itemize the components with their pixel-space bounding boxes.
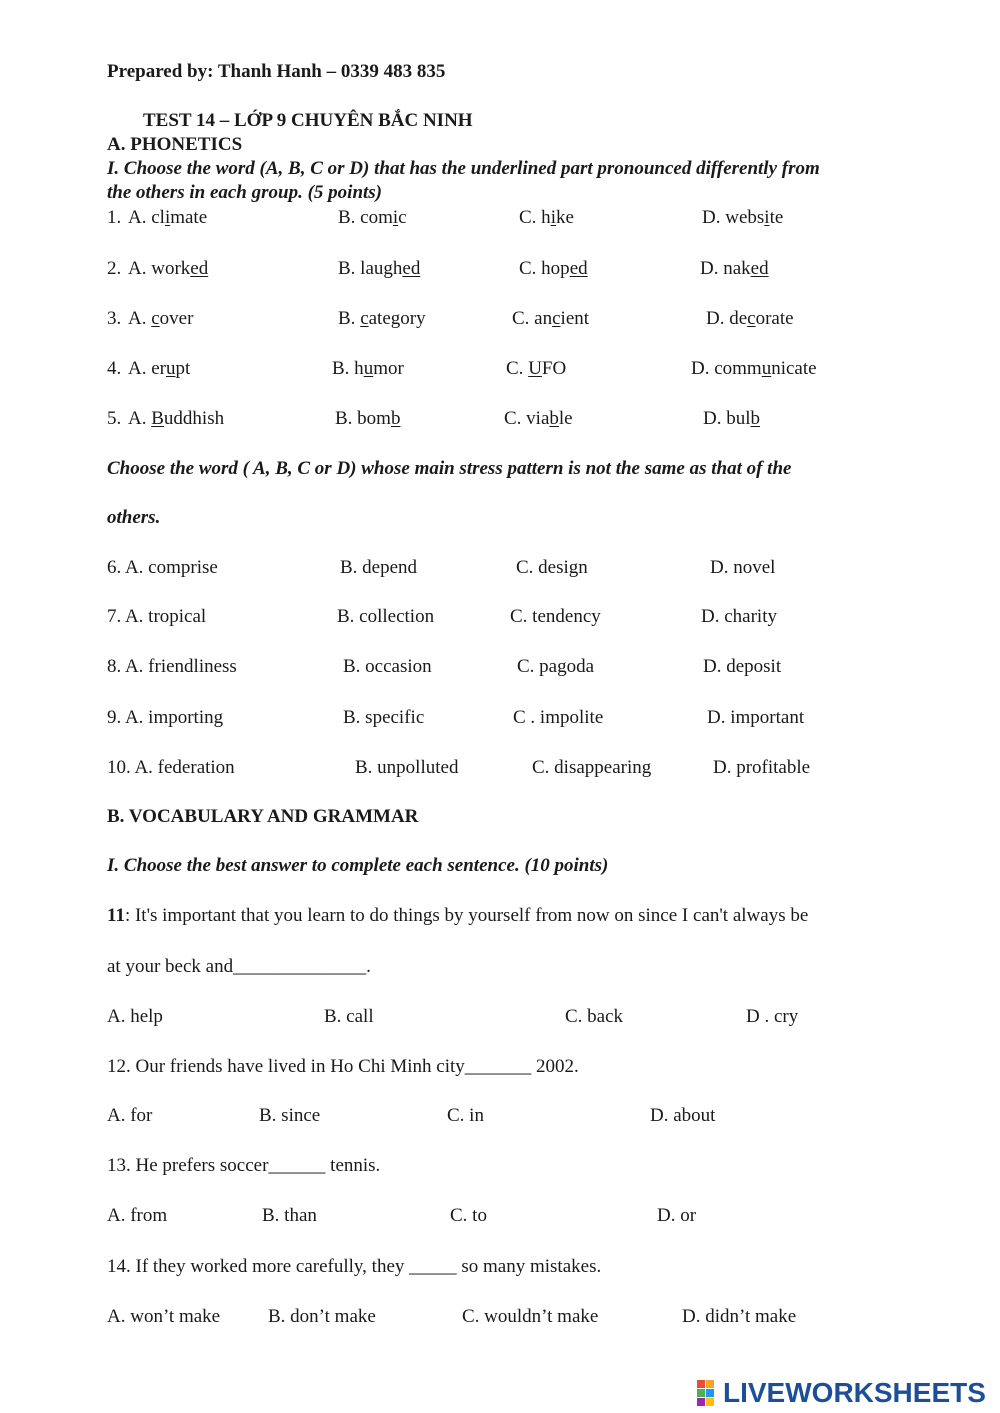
option-c[interactable]: C. to	[450, 1205, 487, 1226]
option-b[interactable]: B. category	[338, 308, 426, 329]
option-a[interactable]: 10. A. federation	[107, 757, 235, 778]
option-c[interactable]: C. pagoda	[517, 656, 595, 677]
option-c[interactable]: C. UFO	[506, 358, 567, 379]
question-number: 2.	[107, 258, 122, 279]
option-d[interactable]: D. decorate	[706, 308, 794, 329]
prepared-by: Prepared by: Thanh Hanh – 0339 483 835	[107, 61, 446, 82]
option-b[interactable]: B. don’t make	[268, 1306, 376, 1327]
option-c[interactable]: C. back	[565, 1006, 624, 1027]
option-d[interactable]: D. or	[657, 1205, 697, 1226]
option-d[interactable]: D. important	[707, 707, 805, 728]
option-b[interactable]: B. laughed	[338, 258, 421, 279]
option-b[interactable]: B. bomb	[335, 408, 401, 429]
question-14-text: 14. If they worked more carefully, they _____ so many mistakes.	[107, 1256, 602, 1277]
option-c[interactable]: C. wouldn’t make	[462, 1306, 599, 1327]
option-a[interactable]: A. cover	[128, 308, 194, 329]
option-b[interactable]: B. since	[259, 1105, 321, 1126]
liveworksheets-logo[interactable]	[697, 1378, 986, 1408]
option-d[interactable]: D. communicate	[691, 358, 817, 379]
option-a[interactable]: A. climate	[128, 207, 208, 228]
test-title: TEST 14 – LỚP 9 CHUYÊN BẮC NINH	[143, 110, 473, 131]
option-d[interactable]: D. charity	[701, 606, 777, 627]
option-c[interactable]: C. in	[447, 1105, 484, 1126]
option-d[interactable]: D. naked	[700, 258, 769, 279]
question-number: 4.	[107, 358, 122, 379]
option-a[interactable]: 7. A. tropical	[107, 606, 207, 627]
option-d[interactable]: D. didn’t make	[682, 1306, 797, 1327]
option-a[interactable]: A. erupt	[128, 358, 191, 379]
option-b[interactable]: B. unpolluted	[355, 757, 459, 778]
option-b[interactable]: B. collection	[337, 606, 435, 627]
option-c[interactable]: C. hike	[519, 207, 574, 228]
option-c[interactable]: C. tendency	[510, 606, 601, 627]
option-c[interactable]: C. viable	[504, 408, 573, 429]
option-a[interactable]: A. help	[107, 1006, 163, 1027]
question-number: 5.	[107, 408, 122, 429]
option-b[interactable]: B. specific	[343, 707, 425, 728]
question-number: 3.	[107, 308, 122, 329]
question-number: 1.	[107, 207, 122, 228]
question-11-text-line2: at your beck and______________.	[107, 956, 371, 977]
stress-instruction-line1: Choose the word ( A, B, C or D) whose main stress pattern is not the same as that of the	[107, 458, 792, 479]
option-a[interactable]: 6. A. comprise	[107, 557, 218, 578]
option-a[interactable]: A. won’t make	[107, 1306, 221, 1327]
section-a-heading: A. PHONETICS	[107, 134, 243, 155]
option-d[interactable]: D. profitable	[713, 757, 811, 778]
option-a[interactable]: A. Buddhish	[128, 408, 225, 429]
instruction-1-line2: the others in each group. (5 points)	[107, 182, 383, 203]
option-c[interactable]: C. disappearing	[532, 757, 652, 778]
instruction-b1: I. Choose the best answer to complete each sentence. (10 points)	[107, 855, 609, 876]
option-b[interactable]: B. than	[262, 1205, 317, 1226]
option-c[interactable]: C. ancient	[512, 308, 590, 329]
option-d[interactable]: D . cry	[746, 1006, 799, 1027]
option-c[interactable]: C. design	[516, 557, 588, 578]
stress-instruction-line2: others.	[107, 507, 161, 528]
option-c[interactable]: C . impolite	[513, 707, 604, 728]
logo-text: LIVEWORKSHEETS	[723, 1377, 986, 1408]
option-a[interactable]: A. worked	[128, 258, 209, 279]
option-d[interactable]: D. website	[702, 207, 784, 228]
question-12-text: 12. Our friends have lived in Ho Chi Minh city_______ 2002.	[107, 1056, 579, 1077]
question-13-text: 13. He prefers soccer______ tennis.	[107, 1155, 381, 1176]
option-c[interactable]: C. hoped	[519, 258, 588, 279]
option-a[interactable]: A. for	[107, 1105, 153, 1126]
option-d[interactable]: D. bulb	[703, 408, 760, 429]
option-b[interactable]: B. occasion	[343, 656, 432, 677]
instruction-1-line1: I. Choose the word (A, B, C or D) that has the underlined part pronounced differently from	[107, 158, 820, 179]
option-a[interactable]: 8. A. friendliness	[107, 656, 237, 677]
option-d[interactable]: D. novel	[710, 557, 776, 578]
option-d[interactable]: D. about	[650, 1105, 716, 1126]
option-b[interactable]: B. comic	[338, 207, 407, 228]
section-b-heading: B. VOCABULARY AND GRAMMAR	[107, 806, 419, 827]
liveworksheets-logo-icon	[697, 1380, 721, 1406]
question-11-text: 11: It's important that you learn to do things by yourself from now on since I can't always be	[107, 905, 809, 926]
option-b[interactable]: B. humor	[332, 358, 404, 379]
option-a[interactable]: 9. A. importing	[107, 707, 224, 728]
option-b[interactable]: B. depend	[340, 557, 418, 578]
option-a[interactable]: A. from	[107, 1205, 168, 1226]
option-d[interactable]: D. deposit	[703, 656, 782, 677]
option-b[interactable]: B. call	[324, 1006, 374, 1027]
